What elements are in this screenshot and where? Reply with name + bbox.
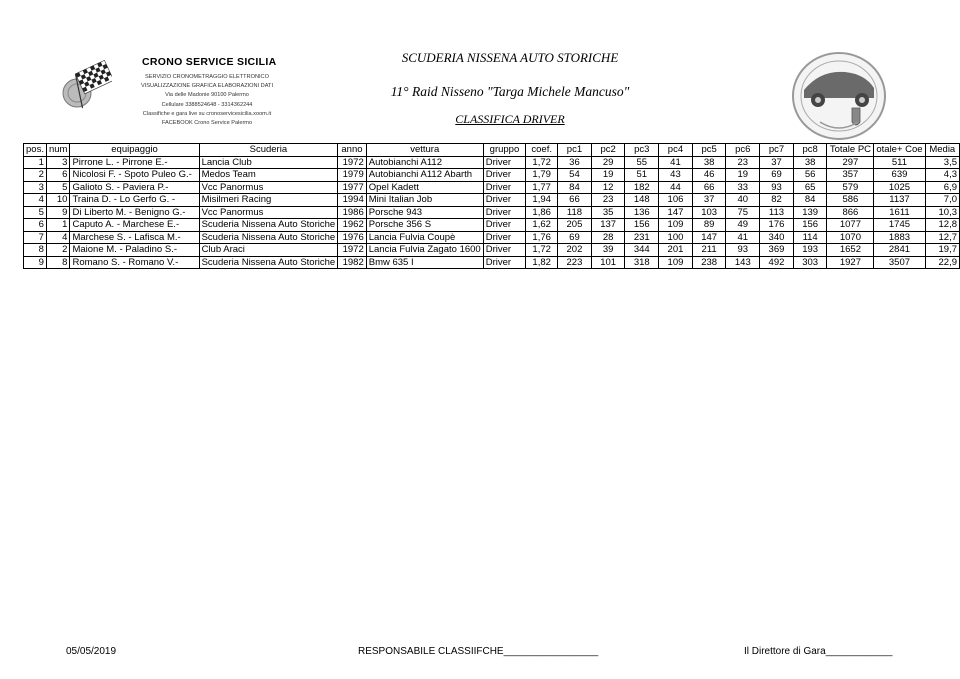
table-cell: 38 [692,156,726,169]
table-body [24,156,960,269]
table-row [24,219,960,232]
table-cell: 3 [24,181,47,194]
table-cell: 303 [793,256,827,269]
table-cell: 51 [625,169,659,182]
table-cell: Vcc Panormus [199,181,338,194]
table-cell: 113 [760,206,794,219]
table-cell: 297 [827,156,874,169]
table-cell: Lancia Club [199,156,338,169]
table-cell: 2 [46,244,69,257]
table-cell: 1986 [338,206,367,219]
table-cell: 43 [659,169,693,182]
column-header: pc8 [793,144,827,157]
table-cell: 37 [760,156,794,169]
table-cell: 1994 [338,194,367,207]
table-cell: 202 [558,244,592,257]
table-cell: 29 [591,156,625,169]
table-cell: 231 [625,231,659,244]
table-cell: 19 [726,169,760,182]
table-cell: Pirrone L. - Pirrone E.- [70,156,199,169]
table-cell: 2 [24,169,47,182]
column-header: equipaggio [70,144,199,157]
column-header: pc1 [558,144,592,157]
table-cell: Driver [483,219,526,232]
table-cell: 1972 [338,156,367,169]
table-cell: 118 [558,206,592,219]
table-cell: 492 [760,256,794,269]
table-cell: 3 [46,156,69,169]
table-cell: 33 [726,181,760,194]
table-cell: 5 [24,206,47,219]
column-header: pc5 [692,144,726,157]
table-cell: 9 [46,206,69,219]
table-cell: Lancia Fulvia Coupè [366,231,483,244]
table-cell: 4 [46,231,69,244]
table-cell: 156 [625,219,659,232]
table-cell: 38 [793,156,827,169]
table-cell: 318 [625,256,659,269]
table-cell: 69 [558,231,592,244]
table-cell: Galioto S. - Paviera P.- [70,181,199,194]
classification-title: CLASSIFICA DRIVER [455,112,565,126]
table-cell: 193 [793,244,827,257]
table-cell: Driver [483,256,526,269]
table-cell: 139 [793,206,827,219]
table-cell: Scuderia Nissena Auto Storiche [199,256,338,269]
table-cell: 148 [625,194,659,207]
company-line: Via delle Madonie 90100 Palermo [165,92,249,99]
table-cell: Opel Kadett [366,181,483,194]
table-cell: Vcc Panormus [199,206,338,219]
table-cell: 1,94 [526,194,558,207]
table-cell: 586 [827,194,874,207]
table-cell: 44 [659,181,693,194]
table-cell: 4 [24,194,47,207]
table-cell: 1 [24,156,47,169]
table-cell: 1 [46,219,69,232]
company-name: CRONO SERVICE SICILIA [142,56,277,68]
table-cell: 41 [659,156,693,169]
company-line: Cellulare 3388524648 - 3314362244 [161,101,253,108]
table-cell: 357 [827,169,874,182]
column-header: vettura [366,144,483,157]
table-cell: 156 [793,219,827,232]
table-cell: 223 [558,256,592,269]
table-cell: 19,7 [925,244,959,257]
table-cell: 3507 [874,256,925,269]
column-header: gruppo [483,144,526,157]
table-cell: 10,3 [925,206,959,219]
table-cell: 8 [24,244,47,257]
table-cell: 66 [692,181,726,194]
scuderia-seal-logo [790,50,888,142]
table-cell: 39 [591,244,625,257]
column-header: pc7 [760,144,794,157]
table-row [24,181,960,194]
table-cell: 1077 [827,219,874,232]
table-cell: 7 [24,231,47,244]
company-line: VISUALIZZAZIONE GRAFICA ELABORAZIONI DATI [141,83,273,90]
table-cell: 89 [692,219,726,232]
company-line: Classifiche e gara live su cronoservicesicilia.xoom.it [142,110,272,117]
company-line: SERVIZIO CRONOMETRAGGIO ELETTRONICO [145,74,269,80]
table-cell: 66 [558,194,592,207]
table-cell: 75 [726,206,760,219]
table-cell: Driver [483,169,526,182]
table-cell: 49 [726,219,760,232]
classification-table [23,143,960,269]
table-cell: 6 [46,169,69,182]
table-cell: 10 [46,194,69,207]
table-cell: Maione M. - Paladino S.- [70,244,199,257]
table-cell: 511 [874,156,925,169]
table-cell: Porsche 943 [366,206,483,219]
table-cell: 211 [692,244,726,257]
column-header: pc3 [625,144,659,157]
table-cell: Scuderia Nissena Auto Storiche [199,231,338,244]
table-cell: 1962 [338,219,367,232]
table-cell: 7,0 [925,194,959,207]
table-cell: 136 [625,206,659,219]
column-header: coef. [526,144,558,157]
table-cell: 1,72 [526,156,558,169]
column-header: Totale PC [827,144,874,157]
column-header: pc2 [591,144,625,157]
table-cell: 41 [726,231,760,244]
table-cell: 55 [625,156,659,169]
table-cell: 639 [874,169,925,182]
table-cell: 147 [659,206,693,219]
table-cell: 114 [793,231,827,244]
table-row [24,231,960,244]
table-cell: 344 [625,244,659,257]
column-header: pc6 [726,144,760,157]
table-cell: 1982 [338,256,367,269]
table-cell: 84 [793,194,827,207]
table-cell: 28 [591,231,625,244]
table-cell: 23 [591,194,625,207]
table-cell: 182 [625,181,659,194]
table-row [24,244,960,257]
table-cell: 8 [46,256,69,269]
table-cell: 40 [726,194,760,207]
table-cell: 5 [46,181,69,194]
table-cell: Traina D. - Lo Gerfo G. - [70,194,199,207]
company-line: FACEBOOK Crono Service Palermo [161,120,253,127]
table-cell: 37 [692,194,726,207]
table-cell: 147 [692,231,726,244]
table-cell: 579 [827,181,874,194]
table-cell: 205 [558,219,592,232]
footer-responsible: RESPONSABILE CLASSIIFCHE_________________ [358,646,599,657]
table-cell: 65 [793,181,827,194]
table-cell: 238 [692,256,726,269]
event-title: 11° Raid Nisseno "Targa Michele Mancuso" [390,84,630,99]
table-cell: 93 [726,244,760,257]
table-cell: 3,5 [925,156,959,169]
table-row [24,206,960,219]
table-cell: Medos Team [199,169,338,182]
table-cell: 1927 [827,256,874,269]
table-cell: Driver [483,206,526,219]
table-cell: 1611 [874,206,925,219]
table-cell: Autobianchi A112 [366,156,483,169]
table-cell: 101 [591,256,625,269]
table-cell: 1972 [338,244,367,257]
table-cell: Driver [483,194,526,207]
table-row [24,194,960,207]
table-cell: 1745 [874,219,925,232]
table-cell: 143 [726,256,760,269]
table-cell: 340 [760,231,794,244]
table-cell: 84 [558,181,592,194]
table-cell: 100 [659,231,693,244]
table-cell: 109 [659,219,693,232]
table-cell: 46 [692,169,726,182]
column-header: pc4 [659,144,693,157]
table-header-row [24,144,960,157]
column-header: pos. [24,144,47,157]
table-cell: 1,62 [526,219,558,232]
table-row [24,156,960,169]
footer-date: 05/05/2019 [66,646,117,657]
table-row [24,256,960,269]
table-cell: 1,77 [526,181,558,194]
table-cell: Driver [483,231,526,244]
table-cell: 6 [24,219,47,232]
column-header: Scuderia [199,144,338,157]
checkered-flag-icon [57,60,112,110]
table-cell: 56 [793,169,827,182]
table-cell: Di Liberto M. - Benigno G.- [70,206,199,219]
table-cell: 201 [659,244,693,257]
table-cell: 4,3 [925,169,959,182]
table-cell: 1025 [874,181,925,194]
table-cell: 35 [591,206,625,219]
column-header: anno [338,144,367,157]
table-cell: 1652 [827,244,874,257]
table-cell: Club Araci [199,244,338,257]
table-cell: Driver [483,244,526,257]
table-cell: 22,9 [925,256,959,269]
column-header: Media [925,144,959,157]
table-cell: 69 [760,169,794,182]
table-cell: 1977 [338,181,367,194]
table-cell: Marchese S. - Lafisca M.- [70,231,199,244]
table-cell: 1,76 [526,231,558,244]
table-cell: 1976 [338,231,367,244]
table-cell: 106 [659,194,693,207]
table-row [24,169,960,182]
organizer-title: SCUDERIA NISSENA AUTO STORICHE [401,50,619,65]
table-cell: 176 [760,219,794,232]
table-cell: Romano S. - Romano V.- [70,256,199,269]
table-cell: 23 [726,156,760,169]
table-cell: Mini Italian Job [366,194,483,207]
table-cell: 1,72 [526,244,558,257]
table-cell: 54 [558,169,592,182]
table-cell: Caputo A. - Marchese E.- [70,219,199,232]
table-cell: 12,8 [925,219,959,232]
footer-director: Il Direttore di Gara____________ [744,646,893,657]
table-cell: 6,9 [925,181,959,194]
table-cell: Misilmeri Racing [199,194,338,207]
table-cell: 137 [591,219,625,232]
table-cell: 866 [827,206,874,219]
table-cell: 1979 [338,169,367,182]
table-cell: 12,7 [925,231,959,244]
table-cell: Porsche 356 S [366,219,483,232]
table-cell: Nicolosi F. - Spoto Puleo G.- [70,169,199,182]
column-header: otale+ Coe [874,144,925,157]
table-cell: Driver [483,156,526,169]
table-cell: 1,79 [526,169,558,182]
table-cell: Driver [483,181,526,194]
table-cell: 369 [760,244,794,257]
table-cell: Scuderia Nissena Auto Storiche [199,219,338,232]
table-cell: 19 [591,169,625,182]
table-cell: 12 [591,181,625,194]
table-cell: 82 [760,194,794,207]
table-cell: 109 [659,256,693,269]
company-logo-block [52,52,302,137]
table-cell: 103 [692,206,726,219]
document-titles [320,50,700,127]
table-cell: 1070 [827,231,874,244]
table-cell: 1883 [874,231,925,244]
table-cell: 1,82 [526,256,558,269]
table-cell: 2841 [874,244,925,257]
table-cell: Lancia Fulvia Zagato 1600 [366,244,483,257]
table-cell: Autobianchi A112 Abarth [366,169,483,182]
table-cell: 1137 [874,194,925,207]
table-cell: 9 [24,256,47,269]
column-header: num [46,144,69,157]
table-cell: 1,86 [526,206,558,219]
table-cell: 36 [558,156,592,169]
table-cell: Bmw 635 I [366,256,483,269]
table-cell: 93 [760,181,794,194]
company-details [127,73,287,128]
